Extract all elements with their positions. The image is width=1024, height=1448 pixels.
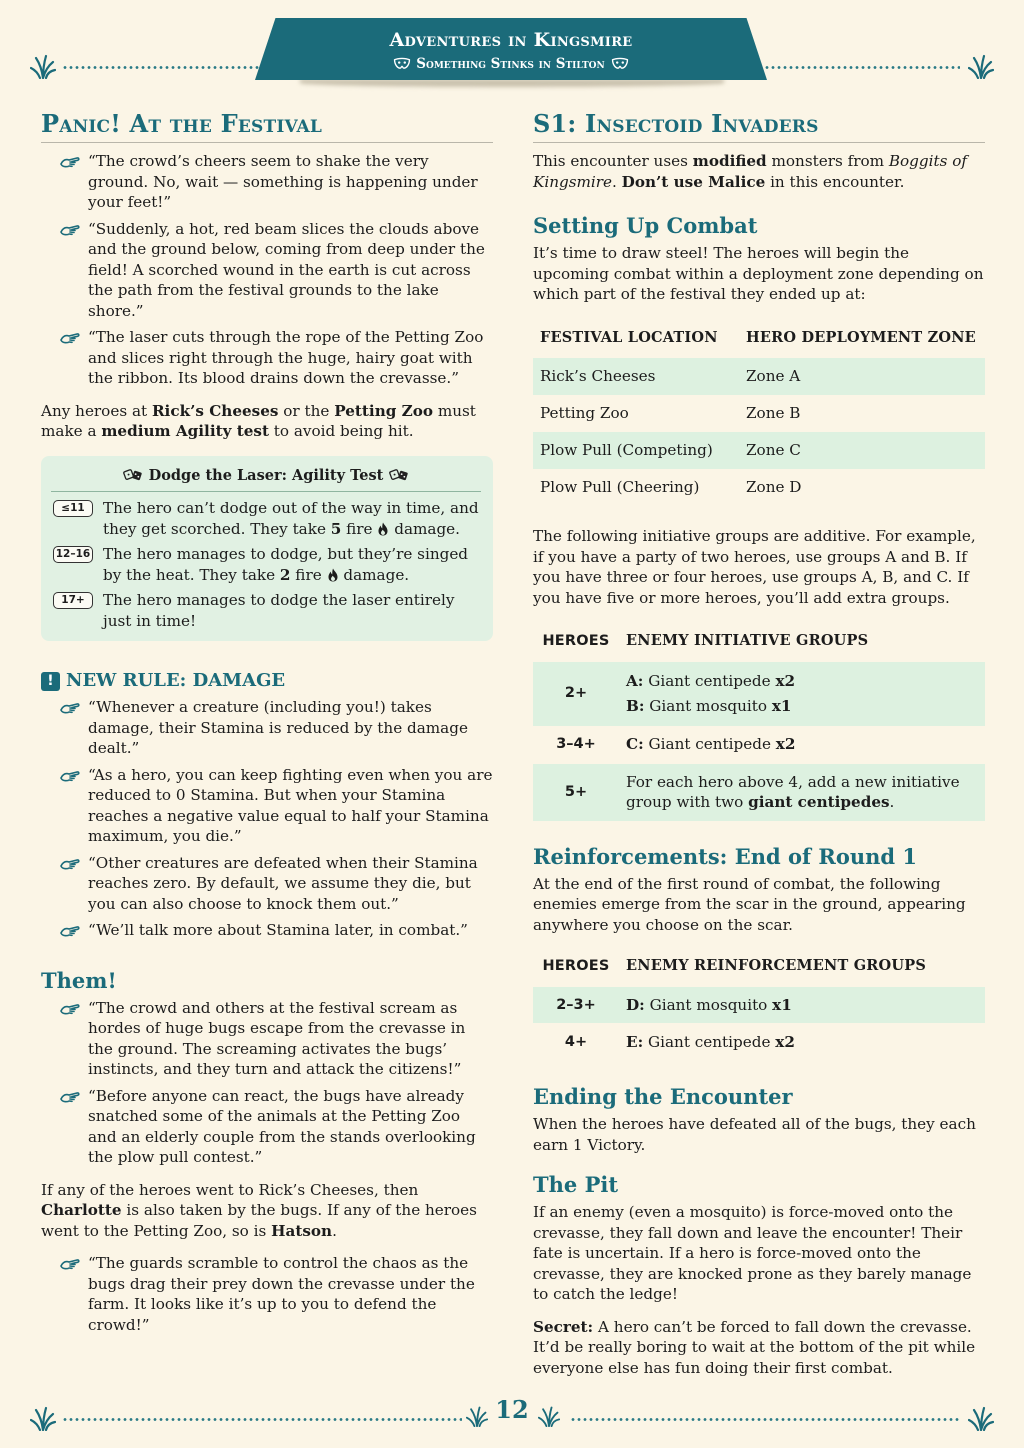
right-column xyxy=(533,108,985,1390)
page-header-subtitle xyxy=(255,54,767,75)
fire-icon xyxy=(377,522,389,536)
subtitle-text: Something Stinks in Stilton xyxy=(416,56,605,72)
read-aloud-quote: “The crowd’s cheers seem to shake the very ground. No, wait — something is happening under your feet!” xyxy=(41,151,493,213)
dice-icon xyxy=(388,467,410,483)
tier-badge: 12–16 xyxy=(53,546,93,563)
col-header-groups: ENEMY INITIATIVE GROUPS xyxy=(626,632,869,649)
col-header-zone: HERO DEPLOYMENT ZONE xyxy=(746,328,976,346)
col-header-reinforcement: ENEMY REINFORCEMENT GROUPS xyxy=(626,957,926,974)
table-row: Plow Pull (Competing) Zone C xyxy=(533,432,985,469)
encounter-intro: This encounter uses modified monsters from Boggits of Kingsmire. Don’t use Malice in this encounter. xyxy=(533,152,967,191)
hand-point-icon xyxy=(60,1001,80,1015)
page-number: 12 xyxy=(495,1395,529,1424)
grass-icon xyxy=(968,1405,994,1431)
paragraph-heroes-test: Any heroes at Rick’s Cheeses or the Petting Zoo must make a medium Agility test to avoid being hit. xyxy=(41,401,476,440)
setting-up-heading: Setting Up Combat xyxy=(533,213,758,238)
table-row: Plow Pull (Cheering) Zone D xyxy=(540,478,802,497)
read-aloud-quote: “Suddenly, a hot, red beam slices the clouds above and the ground below, coming from deep under the field! A scorched wound in the earth is cut across the path from the festival grounds to the lake shore.” xyxy=(41,219,493,322)
pit-text: If an enemy (even a mosquito) is force-moved onto the crevasse, they fall down and leave the encounter! Their fate is uncertain. If a hero is force-moved onto the crevasse, they are knocked prone as they barely manage to catch the ledge! xyxy=(533,1203,972,1303)
col-header-heroes: HEROES xyxy=(542,633,610,649)
ending-text: When the heroes have defeated all of the bugs, they each earn 1 Victory. xyxy=(533,1115,976,1154)
section-title-them: Them! xyxy=(41,967,117,993)
grass-icon xyxy=(30,53,56,79)
read-aloud-quote: “Before anyone can react, the bugs have already snatched some of the animals at the Petting Zoo and an elderly couple from the stands overlooking the plow pull contest.” xyxy=(41,1086,493,1168)
pit-heading: The Pit xyxy=(533,1172,619,1197)
read-aloud-quote: “As a hero, you can keep fighting even when you are reduced to 0 Stamina. But when your Stamina reaches a negative value equal to half your Stamina maximum, you die.” xyxy=(41,765,493,847)
table-row: Rick’s Cheeses Zone A xyxy=(533,358,985,395)
section-title-insectoid: S1: Insectoid Invaders xyxy=(533,108,985,143)
table-row: 5+ For each hero above 4, add a new initiative group with two giant centipedes. xyxy=(533,764,985,821)
section-title-panic: Panic! At the Festival xyxy=(41,108,493,143)
test-tier-1: ≤11 The hero can’t dodge out of the way in time, and they get scorched. They take 5 fire damage. xyxy=(51,498,481,539)
hand-point-icon xyxy=(60,923,80,937)
col-header-heroes: HEROES xyxy=(542,958,610,974)
deployment-table xyxy=(533,319,985,507)
new-rule-heading: ! NEW RULE: DAMAGE xyxy=(41,669,493,693)
paragraph-taken: If any of the heroes went to Rick’s Cheeses, then Charlotte is also taken by the bugs. If any of the heroes went to the Petting Zoo, so is Hatson. xyxy=(41,1180,477,1240)
left-column xyxy=(41,108,493,1341)
reinforcements-text: At the end of the first round of combat, the following enemies emerge from the scar in the ground, appearing anywhere you choose on the scar. xyxy=(533,874,966,934)
tier-badge: ≤11 xyxy=(53,500,93,517)
read-aloud-quote: “Other creatures are defeated when their Stamina reaches zero. By default, we assume they die, but you can also choose to knock them out.” xyxy=(41,853,493,915)
tier-badge: 17+ xyxy=(53,592,93,609)
test-tier-3: 17+ The hero manages to dodge the laser entirely just in time! xyxy=(51,590,481,631)
read-aloud-quote: “We’ll talk more about Stamina later, in combat.” xyxy=(41,920,493,941)
footer-divider-right xyxy=(570,1418,960,1421)
hand-point-icon xyxy=(60,154,80,168)
col-header-location: FESTIVAL LOCATION xyxy=(540,328,718,346)
test-tier-2: 12–16 The hero manages to dodge, but they’re singed by the heat. They take 2 fire damage. xyxy=(51,544,481,585)
agility-test-box xyxy=(41,456,493,642)
grass-icon xyxy=(968,53,994,79)
table-row: 4+ E: Giant centipede x2 xyxy=(564,1032,795,1051)
header-divider-left xyxy=(62,66,262,69)
grass-icon xyxy=(538,1405,560,1427)
page-header-title: Adventures in Kingsmire xyxy=(389,29,633,51)
test-title: Dodge the Laser: Agility Test xyxy=(51,466,481,493)
banner-shadow xyxy=(300,79,724,87)
hand-point-icon xyxy=(60,1256,80,1270)
read-aloud-quote: “The crowd and others at the festival scream as hordes of huge bugs escape from the crevasse in the ground. The screaming activates the bugs’ instincts, and they turn and attack the citizens!” xyxy=(41,998,493,1080)
hand-point-icon xyxy=(60,1089,80,1103)
reinforcements-heading: Reinforcements: End of Round 1 xyxy=(533,843,917,869)
mask-icon xyxy=(392,57,412,70)
read-aloud-quote: “The guards scramble to control the chaos as the bugs drag their prey down the crevasse under the farm. It looks like it’s up to you to defend the crowd!” xyxy=(41,1253,493,1335)
table-row: 3–4+ C: Giant centipede x2 xyxy=(556,735,796,754)
initiative-text: The following initiative groups are additive. For example, if you have a party of two heroes, use groups A and B. If you have three or four heroes, use groups A, B, and C. If you have five or more heroes, you’ll add extra groups. xyxy=(533,527,976,607)
ending-heading: Ending the Encounter xyxy=(533,1084,793,1109)
table-row: 2–3+ D: Giant mosquito x1 xyxy=(533,987,985,1024)
read-aloud-quote: “The laser cuts through the rope of the Petting Zoo and slices right through the huge, hairy goat with the ribbon. Its blood drains down the crevasse.” xyxy=(41,327,493,389)
hand-point-icon xyxy=(610,57,630,70)
setup-text: It’s time to draw steel! The heroes will begin the upcoming combat within a deployment zone depending on which part of the festival they ended up at: xyxy=(533,244,984,303)
fire-icon xyxy=(327,568,339,582)
hand-point-icon xyxy=(60,700,80,714)
grass-icon xyxy=(30,1405,56,1431)
reinforcement-table xyxy=(533,947,985,1061)
alert-icon: ! xyxy=(41,672,60,691)
hand-point-icon xyxy=(60,856,80,870)
hand-point-icon xyxy=(60,330,80,344)
hand-point-icon xyxy=(60,768,80,782)
table-row: 2+ A: Giant centipede x2 B: Giant mosquito x1 xyxy=(533,662,985,726)
footer-divider-left xyxy=(62,1418,462,1421)
initiative-table xyxy=(533,622,985,821)
dice-icon xyxy=(122,467,144,483)
table-row: Petting Zoo Zone B xyxy=(540,404,801,423)
hand-point-icon xyxy=(60,222,80,236)
read-aloud-quote: “Whenever a creature (including you!) takes damage, their Stamina is reduced by the damage dealt.” xyxy=(41,697,493,759)
grass-icon xyxy=(466,1405,488,1427)
secret-text: Secret: A hero can’t be forced to fall down the crevasse. It’d be really boring to wait at the bottom of the pit while everyone else has fun doing their first combat. xyxy=(533,1317,976,1377)
header-divider-right xyxy=(764,66,960,69)
